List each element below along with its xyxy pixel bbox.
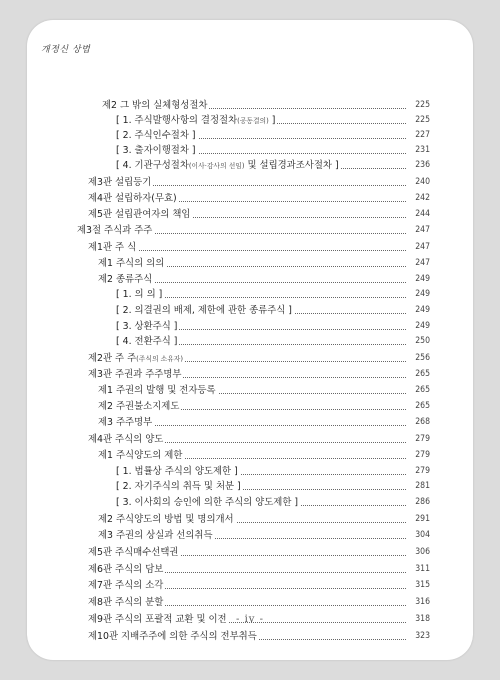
toc-page-number: 236 [406, 159, 430, 172]
toc-page-number: 281 [406, 480, 430, 493]
toc-entry-title [98, 257, 166, 270]
toc-entry-heading: 제8관 주식의 분할 [88, 597, 164, 608]
toc-entry-title [98, 400, 181, 413]
toc-entry [0, 579, 500, 592]
toc-entry-note: (주식의 소유자) [136, 355, 184, 363]
toc-entry-note: (이사·감사의 선임) [188, 162, 245, 170]
toc-page-number: 265 [406, 384, 430, 397]
toc-entry [0, 273, 500, 286]
toc-page-number: 315 [406, 579, 430, 592]
toc-entry-heading: 제1 주식의 의의 [98, 258, 165, 269]
toc-entry-title [98, 416, 154, 429]
toc-entry-title [116, 129, 198, 142]
toc-page-number: 247 [406, 224, 430, 237]
toc-entry-title [88, 613, 229, 626]
toc-entry-heading: [ 4. 전환주식 ] [116, 336, 178, 347]
toc-entry [0, 304, 500, 317]
toc-entry [0, 159, 500, 172]
toc-entry [0, 320, 500, 333]
toc-entry [0, 99, 500, 112]
toc-entry [0, 596, 500, 609]
toc-page-number: 244 [406, 208, 430, 221]
toc-page-number: 316 [406, 596, 430, 609]
toc-entry-heading: 제2 주식양도의 방법 및 명의개서 [98, 514, 234, 525]
toc-entry-heading: 제10관 지배주주에 의한 주식의 전부취득 [88, 631, 257, 642]
toc-entry [0, 513, 500, 526]
toc-entry-title [88, 596, 165, 609]
toc-entry-title [88, 563, 165, 576]
toc-entry [0, 192, 500, 205]
toc-page-number: 225 [406, 114, 430, 127]
toc-entry-heading: 제5관 설립관여자의 책임 [88, 209, 191, 220]
toc-page-number: 240 [406, 176, 430, 189]
toc-entry-title [98, 449, 184, 462]
toc-entry-heading: 제3 주권의 상실과 선의취득 [98, 530, 213, 541]
toc-entry [0, 546, 500, 559]
toc-entry [0, 208, 500, 221]
toc-page-number: 249 [406, 273, 430, 286]
toc-entry-title [116, 288, 164, 301]
toc-entry [0, 465, 500, 478]
toc-page-number: 279 [406, 433, 430, 446]
toc-page-number: 318 [406, 613, 430, 626]
toc-entry [0, 368, 500, 381]
toc-entry-heading: 제7관 주식의 소각 [88, 580, 164, 591]
toc-page-number: 304 [406, 529, 430, 542]
toc-entry-title [88, 579, 165, 592]
toc-page-number: 227 [406, 129, 430, 142]
toc-entry-heading: 제2 종류주식 [98, 274, 153, 285]
toc-entry-heading: 제9관 주식의 포괄적 교환 및 이전 [88, 614, 227, 625]
toc-entry-heading: 제1 주권의 발행 및 전자등록 [98, 385, 216, 396]
toc-entry [0, 416, 500, 429]
toc-entry-heading: [ 2. 주식인수절차 ] [116, 130, 196, 141]
toc-entry-heading: [ 2. 자기주식의 취득 및 처분 ] [116, 481, 241, 492]
toc-entry-title [88, 352, 185, 366]
toc-entry-tail: 및 설립경과조사절차 ] [244, 160, 339, 171]
toc-entry-title [88, 630, 259, 643]
toc-entry-title [98, 513, 236, 526]
toc-entry-title [102, 99, 209, 112]
dot-leader [88, 250, 428, 251]
toc-entry [0, 176, 500, 189]
toc-entry-title [116, 304, 294, 317]
toc-entry-title [98, 384, 218, 397]
toc-entry-heading: 제3 주주명부 [98, 417, 153, 428]
toc-page-number: 265 [406, 368, 430, 381]
toc-entry-heading: [ 2. 의결권의 배제, 제한에 관한 종류주식 ] [116, 305, 292, 316]
toc-entry-heading: [ 3. 출자이행절차 ] [116, 145, 196, 156]
toc-entry-heading: [ 3. 이사회의 승인에 의한 주식의 양도제한 ] [116, 497, 299, 508]
toc-page-number: 279 [406, 449, 430, 462]
toc-page-number: 265 [406, 400, 430, 413]
toc-entry-title [98, 529, 215, 542]
page-number-footer: - iv - [236, 614, 264, 625]
toc-entry [0, 496, 500, 509]
toc-entry-title [98, 273, 154, 286]
toc-page-number: 268 [406, 416, 430, 429]
toc-page-number: 249 [406, 304, 430, 317]
toc-page-number: 247 [406, 241, 430, 254]
toc-entry-title [88, 368, 183, 381]
toc-page-number: 225 [406, 99, 430, 112]
toc-page-number: 249 [406, 320, 430, 333]
toc-page-number: 249 [406, 288, 430, 301]
toc-page-number: 306 [406, 546, 430, 559]
toc-entry-title [116, 496, 300, 509]
toc-entry [0, 480, 500, 493]
toc-entry-title [88, 208, 193, 221]
toc-entry-heading: [ 3. 상환주식 ] [116, 321, 178, 332]
toc-entry-heading: 제2 주권불소지제도 [98, 401, 180, 412]
toc-page-number: 323 [406, 630, 430, 643]
toc-page-number: 242 [406, 192, 430, 205]
toc-page-number: 256 [406, 352, 430, 365]
toc-entry [0, 144, 500, 157]
toc-entry [0, 630, 500, 643]
toc-entry [0, 335, 500, 348]
toc-entry-heading: 제2관 주 주 [88, 353, 137, 364]
toc-entry [0, 257, 500, 270]
toc-entry [0, 563, 500, 576]
toc-entry-title [116, 144, 198, 157]
toc-page-number: 247 [406, 257, 430, 270]
toc-entry-heading: [ 4. 기관구성절차 [116, 160, 189, 171]
toc-page-number: 250 [406, 335, 430, 348]
toc-entry-tail: ] [268, 115, 276, 126]
toc-entry-title [77, 224, 154, 237]
toc-entry-heading: 제4관 주식의 양도 [88, 434, 164, 445]
toc-entry-title [88, 176, 153, 189]
toc-entry [0, 288, 500, 301]
toc-entry [0, 352, 500, 365]
toc-entry-title [88, 433, 165, 446]
toc-entry-heading: 제2 그 밖의 실체형성절차 [102, 100, 208, 111]
toc-entry [0, 433, 500, 446]
toc-entry-title [88, 241, 138, 254]
toc-entry-title [116, 465, 240, 478]
toc-entry-heading: [ 1. 의 의 ] [116, 289, 163, 300]
toc-entry-heading: 제5관 주식매수선택권 [88, 547, 179, 558]
toc-entry-heading: [ 1. 주식발행사항의 결정절차 [116, 115, 238, 126]
toc-entry-title [88, 546, 180, 559]
toc-entry [0, 529, 500, 542]
toc-entry-title [116, 159, 341, 173]
toc-entry-note: (공동결의) [237, 117, 269, 125]
toc-entry-title [116, 114, 277, 128]
running-header: 개정신 상법 [41, 45, 91, 55]
toc-entry-title [116, 480, 243, 493]
toc-entry-title [116, 335, 179, 348]
toc-page-number: 311 [406, 563, 430, 576]
toc-entry [0, 400, 500, 413]
toc-page-number: 231 [406, 144, 430, 157]
toc-entry-heading: 제3관 설립등기 [88, 177, 152, 188]
toc-entry-title [116, 320, 179, 333]
toc-entry-heading: 제3절 주식과 주주 [77, 225, 153, 236]
toc-entry-heading: 제1관 주 식 [88, 242, 137, 253]
toc-entry-heading: 제3관 주권과 주주명부 [88, 369, 182, 380]
toc-entry [0, 224, 500, 237]
toc-entry-heading: 제1 주식양도의 제한 [98, 450, 183, 461]
toc-entry [0, 449, 500, 462]
toc-page-number: 279 [406, 465, 430, 478]
toc-entry-heading: 제4관 설립하자(무효) [88, 193, 177, 204]
toc-entry [0, 114, 500, 127]
toc-entry [0, 129, 500, 142]
toc-page-number: 291 [406, 513, 430, 526]
toc-entry-heading: [ 1. 법률상 주식의 양도제한 ] [116, 466, 238, 477]
toc-entry [0, 241, 500, 254]
toc-page-number: 286 [406, 496, 430, 509]
toc-entry-heading: 제6관 주식의 담보 [88, 564, 164, 575]
toc-entry [0, 384, 500, 397]
toc-entry-title [88, 192, 179, 205]
